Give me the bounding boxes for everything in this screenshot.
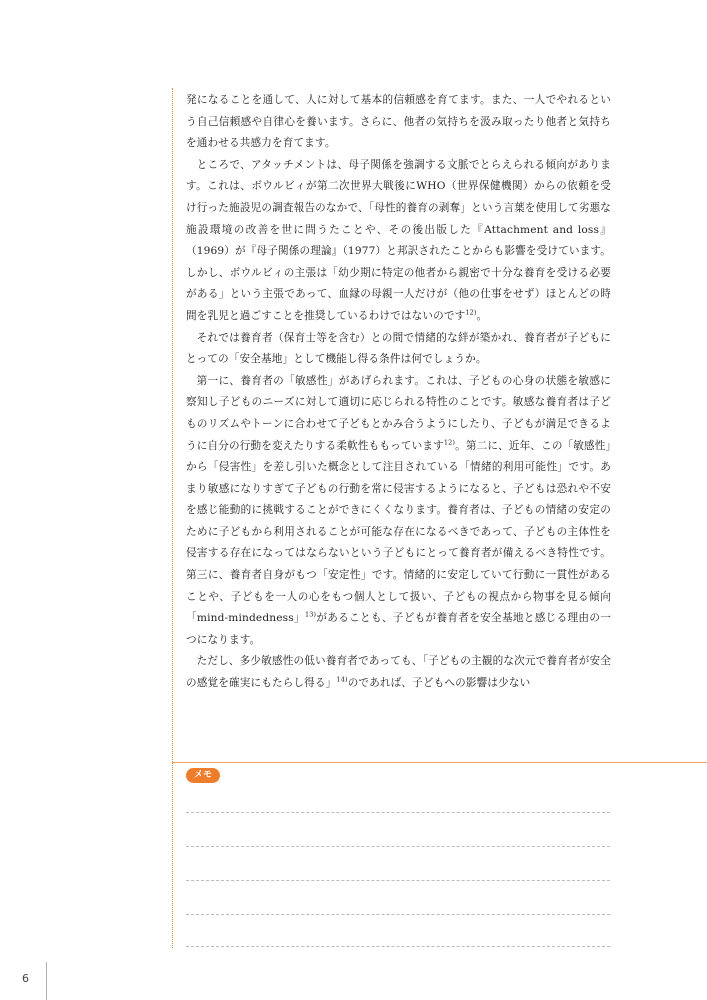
paragraph-4 — [186, 371, 611, 652]
paragraph-5 — [186, 651, 611, 694]
paragraph-3: それでは養育者（保育士等を含む）との間で情緒的な絆が築かれ、養育者が子どもにとっての「安全基地」として機能し得る条件は何でしょうか。 — [186, 331, 611, 366]
paragraph-4-text-c: があることも、子どもが養育者を安全基地と感じる理由の一つになります。 — [186, 612, 611, 646]
memo-writing-line — [186, 846, 610, 847]
page-number-divider — [46, 962, 47, 1000]
paragraph-2 — [186, 155, 611, 328]
page-number: 6 — [22, 972, 29, 985]
paragraph-5-text-b: のであれば、子どもへの影響は少ない — [347, 677, 531, 690]
citation-14: 14) — [336, 675, 348, 684]
paragraph-4-text-b: 。第二に、近年、この「敏感性」から「侵害性」を差し引いた概念として注目されている「情緒的利用可能性」です。あまり敏感になりすぎて子どもの行動を常に侵害するようになると、子どもは恐れや不安を感じ能動的に挑戦することができにくくなります。養育者は、子どもの情緒の安定のために子どもから利用されることが可能な存在になるべきであって、子どもの主体性を侵害する存在になってはならないという子どもにとって養育者が備えるべき特性です。第三に、養育者自身がもつ「安定性」です。情緒的に安定していて行動に一貫性があることや、子どもを一人の心をもつ個人として扱い、子どもの視点から物事を見る傾向「mind-mindedness」 — [186, 439, 611, 625]
memo-writing-line — [186, 914, 610, 915]
left-margin-guide — [172, 88, 173, 948]
body-text — [186, 90, 611, 695]
citation-13: 13) — [304, 610, 317, 619]
citation-12: 12) — [465, 308, 477, 317]
paragraph-1: 発になることを通して、人に対して基本的信頼感を育てます。また、一人でやれるという自己信頼感や自律心を養います。さらに、他者の気持ちを汲み取ったり他者と気持ちを通わせる共感力を育てます。 — [186, 94, 611, 150]
paragraph-5-text-a: ただし、多少敏感性の低い養育者であっても、「子どもの主観的な次元で養育者が安全の感覚を確実にもたらし得る」 — [186, 655, 611, 690]
memo-writing-line — [186, 880, 610, 881]
memo-writing-line — [186, 946, 610, 947]
citation-12: 12) — [443, 437, 456, 446]
memo-separator — [172, 762, 707, 763]
memo-label: メモ — [186, 768, 220, 783]
paragraph-2-text-a: ところで、アタッチメントは、母子関係を強調する文脈でとらえられる傾向があります。これは、ボウルビィが第二次世界大戦後にWHO（世界保健機関）からの依頼を受け行った施設児の調査報告のなかで、「母性的養育の剥奪」という言葉を使用して劣悪な施設環境の改善を世に問うたことや、その後出版した『Attachment and loss』（1969）が『母子関係の理論』（1977）と邦訳されたことからも影響を受けています。しかし、ボウルビィの主張は「幼少期に特定の他者から親密で十分な養育を受ける必要がある」という主張であって、血縁の母親一人だけが（他の仕事をせず）ほとんどの時間を乳児と過ごすことを推奨しているわけではないのです — [186, 158, 612, 322]
paragraph-4-text-a: 第一に、養育者の「敏感性」があげられます。これは、子どもの心身の状態を敏感に察知し子どものニーズに対して適切に応じられる特性のことです。敏感な養育者は子どものリズムやトーンに合わせて子どもとかみ合うようにしたり、子どもが満足できるように自分の行動を変えたりする柔軟性ももっています — [186, 374, 611, 452]
paragraph-2-text-b: 。 — [476, 309, 488, 322]
memo-writing-line — [186, 812, 610, 813]
